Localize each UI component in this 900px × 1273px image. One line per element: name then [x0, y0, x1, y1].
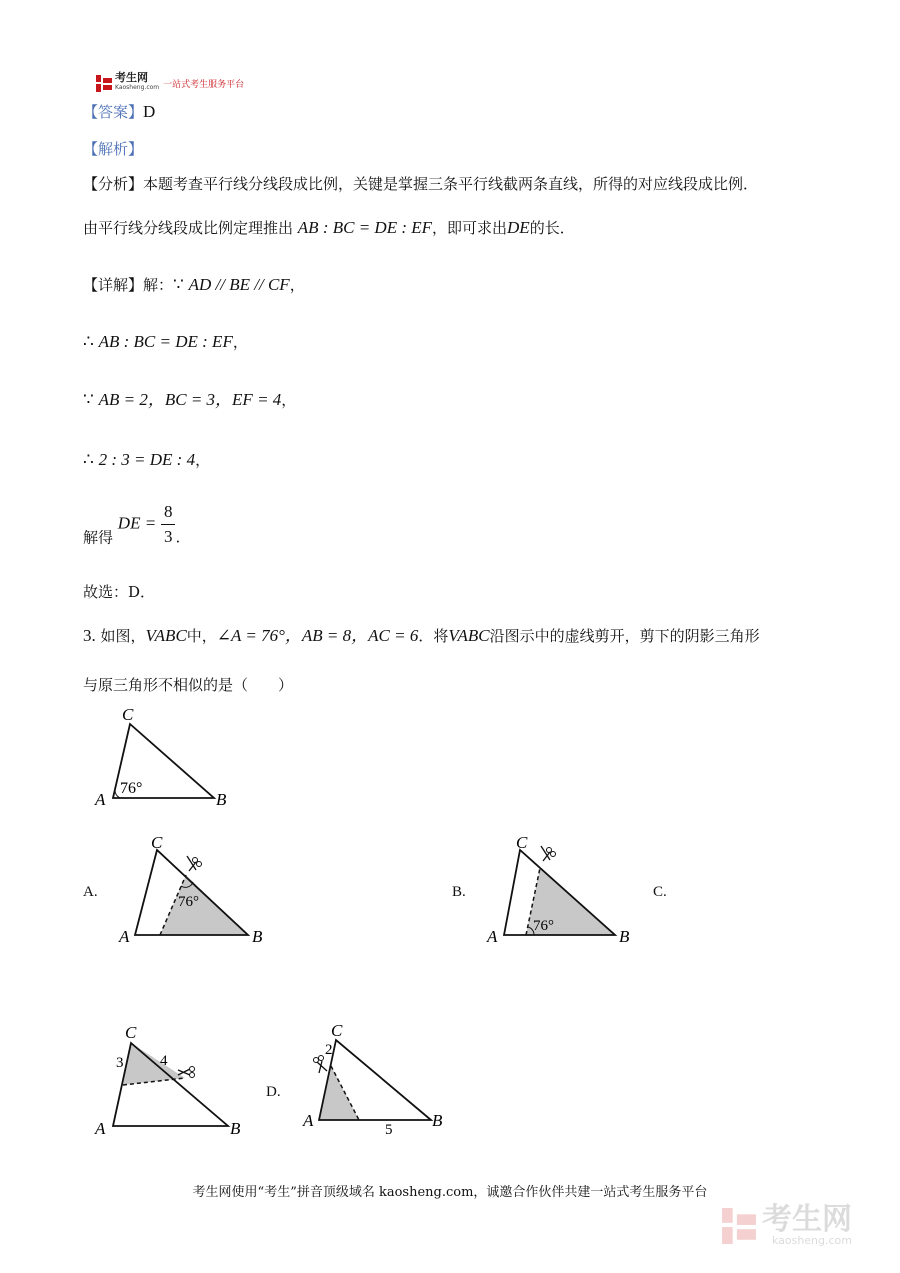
question-3-line-1 — [83, 626, 760, 646]
step-3-post: ， — [195, 451, 211, 469]
detail-expr: AD // BE // CF — [188, 275, 290, 294]
solve-lhs: DE = — [117, 513, 157, 533]
option-a-shade — [160, 875, 248, 935]
question-3-line-2: 与原三角形不相似的是（ ） — [83, 676, 294, 694]
answer-value: D — [143, 102, 156, 121]
angle-label: 76° — [120, 780, 143, 797]
scissors-icon — [541, 846, 556, 861]
option-c-vertex-b: B — [230, 1119, 241, 1138]
derive-post: 的长． — [529, 219, 575, 237]
option-b-figure — [485, 828, 645, 953]
step-2-expr: AB = 2，BC = 3，EF = 4 — [98, 390, 282, 409]
option-c-figure — [92, 1018, 252, 1143]
q3-triangle-1: VABC — [145, 626, 187, 645]
vertex-a-label: A — [95, 790, 106, 809]
logo-domain: Kaosheng.com — [115, 84, 160, 91]
option-d-vertex-a: A — [303, 1111, 314, 1130]
option-c-side-bc-label: 4 — [160, 1053, 168, 1069]
derive-mid: ，即可求出 — [432, 219, 508, 237]
header-logo — [96, 72, 244, 94]
vertex-b-label: B — [216, 790, 227, 809]
watermark-brand: 考生网 kaosheng.com — [762, 1202, 852, 1247]
option-d-side-ac-label: 2 — [325, 1042, 333, 1058]
solve-label: 解得 — [83, 528, 114, 547]
option-a-figure — [115, 828, 280, 953]
derive-pre: 由平行线分线段成比例定理推出 — [83, 219, 294, 237]
step-1 — [83, 332, 248, 352]
step-1-expr: AB : BC = DE : EF — [98, 332, 233, 351]
step-2 — [83, 390, 296, 410]
main-triangle-figure — [90, 702, 240, 812]
option-d-vertex-b: B — [432, 1111, 443, 1130]
choose-line: 故选：D． — [83, 583, 156, 601]
fraction-numerator: 8 — [161, 500, 176, 525]
q3-conditions: ∠A = 76°，AB = 8，AC = 6 — [216, 626, 419, 645]
detail-line — [83, 275, 305, 295]
answer-line — [83, 102, 155, 122]
watermark-domain: kaosheng.com — [771, 1234, 852, 1247]
step-3 — [83, 450, 210, 470]
detail-label: 【详解】 — [83, 276, 144, 294]
fraction-denominator: 3 — [163, 527, 173, 546]
step-2-post: ， — [281, 391, 297, 409]
vertex-c-label: C — [122, 705, 134, 724]
option-c-vertex-a: A — [95, 1119, 106, 1138]
option-b-vertex-a: A — [487, 927, 498, 946]
derive-target: DE — [507, 218, 530, 237]
option-b-angle-label: 76° — [533, 918, 554, 934]
option-a-label: A. — [83, 884, 98, 900]
therefore-symbol: ∴ — [83, 332, 94, 351]
scissors-icon — [314, 1056, 328, 1074]
fenxi-text: 本题考查平行线分线段成比例，关键是掌握三条平行线截两条直线，所得的对应线段成比例． — [143, 175, 759, 193]
scissors-icon — [187, 856, 202, 871]
option-a-vertex-b: B — [252, 927, 263, 946]
option-c-label: C. — [653, 884, 667, 900]
q3-text-c: ．将 — [418, 627, 449, 645]
q3-text-d: 沿图示中的虚线剪开，剪下的阴影三角形 — [489, 627, 760, 645]
therefore-symbol-2: ∴ — [83, 450, 94, 469]
fenxi-label: 【分析】 — [83, 175, 144, 193]
question-number: 3. — [83, 626, 96, 645]
option-c-vertex-c: C — [125, 1023, 137, 1042]
q3-text-b: 中， — [186, 627, 217, 645]
option-d-vertex-c: C — [331, 1021, 343, 1040]
solve-post: . — [175, 528, 181, 547]
because-symbol: ∵ — [173, 275, 184, 294]
option-c-shade — [123, 1043, 185, 1085]
logo-slogan: 一站式考生服务平台 — [163, 79, 245, 90]
option-a-vertex-a: A — [119, 927, 130, 946]
q3-triangle-2: VABC — [448, 626, 490, 645]
step-1-post: ， — [232, 333, 248, 351]
kaosheng-logo-icon — [96, 75, 112, 92]
watermark-logo-icon — [722, 1208, 756, 1244]
analysis-label: 【解析】 — [83, 140, 144, 158]
detail-post: ， — [289, 276, 305, 294]
answer-label: 【答案】 — [83, 103, 144, 121]
solve-fraction — [161, 500, 176, 549]
derive-expr: AB : BC = DE : EF — [297, 218, 433, 237]
option-a-vertex-c: C — [151, 833, 163, 852]
solve-line — [83, 500, 180, 550]
option-c-side-ac-label: 3 — [116, 1055, 124, 1071]
because-symbol-2: ∵ — [83, 390, 94, 409]
watermark — [722, 1202, 852, 1247]
q3-text-a: 如图， — [100, 627, 146, 645]
option-d-label: D. — [266, 1084, 281, 1100]
footer-text: 考生网使用“考生”拼音顶级域名 kaosheng.com，诚邀合作伙伴共建一站式考生服务平台 — [192, 1185, 708, 1200]
option-b-vertex-b: B — [619, 927, 630, 946]
detail-pre: 解： — [143, 276, 174, 294]
step-3-expr: 2 : 3 = DE : 4 — [98, 450, 196, 469]
fenxi-line — [83, 174, 758, 194]
logo-brand: 考生网 Kaosheng.com — [115, 71, 160, 91]
option-a-angle-label: 76° — [178, 894, 199, 910]
option-b-vertex-c: C — [516, 833, 528, 852]
option-b-label: B. — [452, 884, 466, 900]
option-d-side-ab-label: 5 — [385, 1122, 393, 1138]
option-d-figure — [300, 1018, 450, 1138]
derive-line — [83, 218, 575, 238]
